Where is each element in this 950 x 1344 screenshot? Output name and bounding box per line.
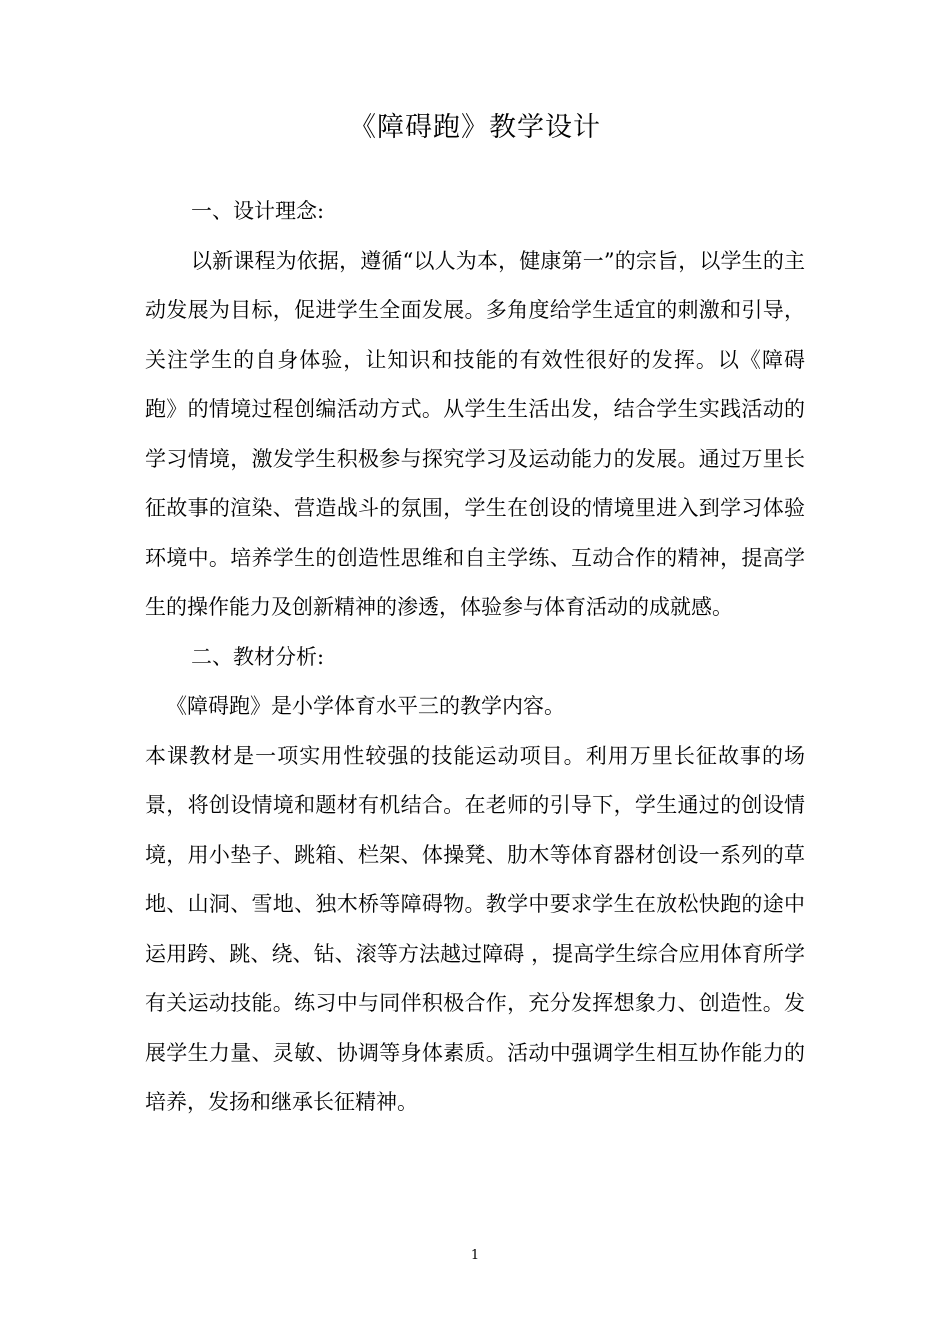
section-heading-material-analysis: 二、教材分析:: [191, 644, 325, 669]
paragraph-material-intro: 《障碍跑》是小学体育水平三的教学内容。: [166, 694, 565, 718]
paragraph-design-concept: 以新课程为依据，遵循“以人为本，健康第一”的宗旨，以学生的主动发展为目标，促进学生全面发展。多角度给学生适宜的刺激和引导，关注学生的自身体验，让知识和技能的有效性很好的发挥。以《障碍跑》的情境过程创编活动方式。从学生生活出发，结合学生实践活动的学习情境，激发学生积极参与探究学习及运动能力的发展。通过万里长征故事的渲染、营造战斗的氛围，学生在创设的情境里进入到学习体验环境中。培养学生的创造性思维和自主学练、互动合作的精神，提高学生的操作能力及创新精神的渗透，体验参与体育活动的成就感。: [145, 248, 805, 619]
paragraph-material-analysis: 本课教材是一项实用性较强的技能运动项目。利用万里长征故事的场景，将创设情境和题材有机结合。在老师的引导下，学生通过的创设情境，用小垫子、跳箱、栏架、体操凳、肋木等体育器材创设一系列的草地、山洞、雪地、独木桥等障碍物。教学中要求学生在放松快跑的途中运用跨、跳、绕、钻、滚等方法越过障碍 ，提高学生综合应用体育所学有关运动技能。练习中与同伴积极合作，充分发挥想象力、创造性。发展学生力量、灵敏、协调等身体素质。活动中强调学生相互协作能力的培养，发扬和继承长征精神。: [145, 743, 805, 1114]
document-title: 《障碍跑》教学设计: [349, 112, 601, 143]
page-number: 1: [470, 1248, 480, 1263]
document-body: [145, 187, 805, 1128]
section-heading-design-concept: 一、设计理念:: [191, 199, 325, 223]
